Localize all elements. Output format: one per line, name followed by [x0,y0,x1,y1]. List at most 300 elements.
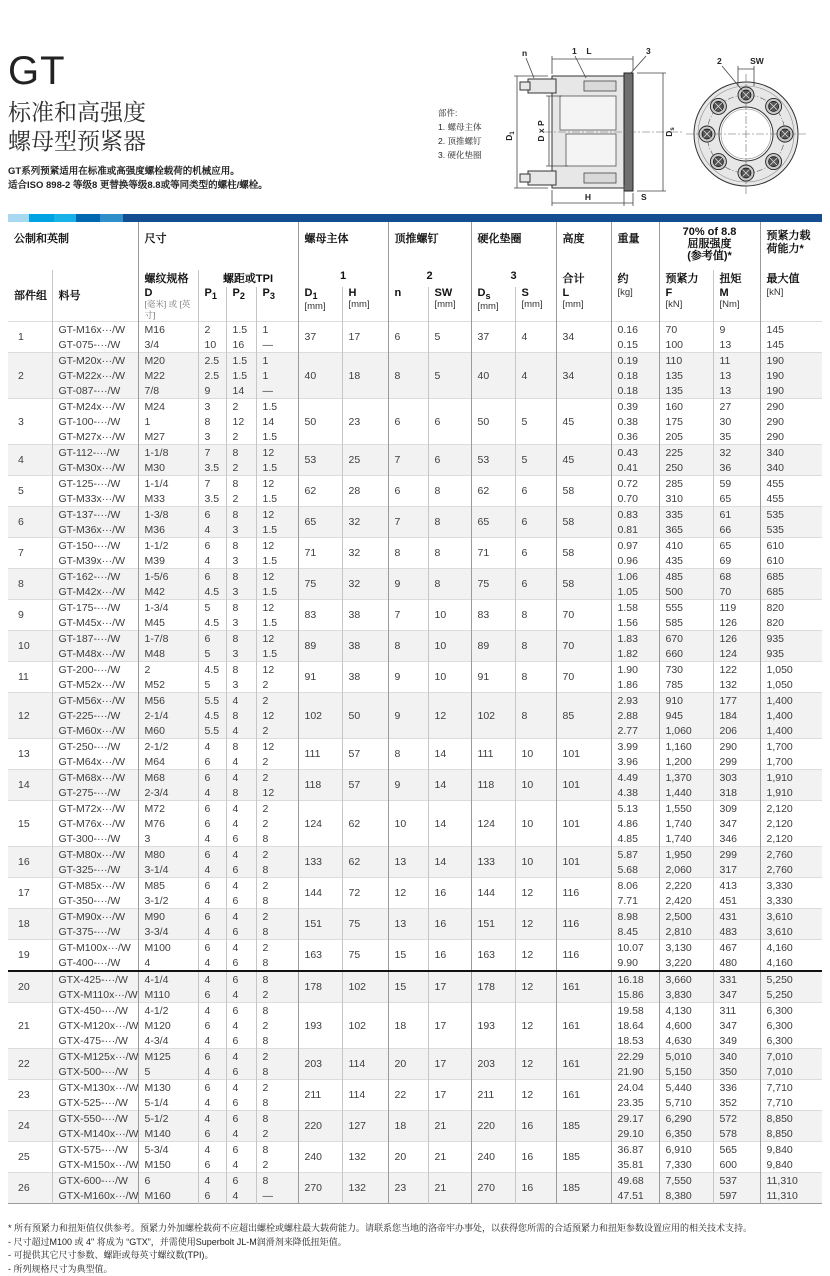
cell-thread-size: M20 [138,353,198,369]
cell-weight: 24.04 [611,1080,659,1096]
cell-part-number: GTX-425-···/W [52,971,138,987]
header-weight: 重量 [611,222,659,270]
header-preload: 预紧力 [659,270,713,287]
cell-l: 45 [556,445,611,476]
brand-bar-segment [8,214,29,222]
cell-part-group: 24 [8,1111,52,1142]
page-title: GT [8,49,66,93]
description [8,165,268,194]
header-max: 最大值 [760,270,822,287]
cell-thread-size: M85 [138,878,198,894]
cell-s: 6 [515,569,556,600]
cell-ds: 193 [471,1003,515,1049]
cell-s: 12 [515,1049,556,1080]
cell-part-group: 22 [8,1049,52,1080]
cell-part-number: GT-275-···/W [52,785,138,801]
table-row [8,1111,822,1127]
col-header-p3: $P_3$ [256,287,298,322]
cell-part-number: GT-M80x···/W [52,847,138,863]
cell-n: 18 [388,1111,428,1142]
cell-d1: 40 [298,353,342,399]
cell-preload-f: 660 [659,646,713,662]
cell-part-group: 4 [8,445,52,476]
cell-ds: 91 [471,662,515,693]
cell-p3: 1.5 [256,553,298,569]
cell-l: 101 [556,847,611,878]
cell-torque-m: 35 [713,429,760,445]
cell-part-group: 13 [8,739,52,770]
cell-d1: 178 [298,971,342,1003]
footnote-2: - 尺寸超过M100 或 4" 将成为 “GTX”，并需使用Superbolt JL-M润滑剂来降低扭矩值。 [8,1236,347,1247]
cell-p3: 2 [256,693,298,709]
cell-p3: 8 [256,1111,298,1127]
cell-p3: 1.5 [256,615,298,631]
cell-part-number: GTX-M120x···/W [52,1018,138,1033]
cell-weight: 36.87 [611,1142,659,1158]
cell-torque-m: 69 [713,553,760,569]
cell-n: 15 [388,971,428,1003]
cell-preload-f: 1,740 [659,816,713,831]
cell-p2: 14 [226,383,256,399]
cell-part-number: GT-400-···/W [52,955,138,971]
cell-torque-m: 480 [713,955,760,971]
cell-p1: 6 [198,631,226,647]
cell-h: 72 [342,878,388,909]
table-row [8,662,822,678]
cell-n: 6 [388,399,428,445]
cell-sw: 21 [428,1142,471,1173]
table-row [8,909,822,925]
cell-p3: 8 [256,924,298,940]
cell-part-number: GT-M68x···/W [52,770,138,786]
cell-part-group: 26 [8,1173,52,1204]
technical-drawing [434,38,824,210]
cell-weight: 1.86 [611,677,659,693]
cell-weight: 2.88 [611,708,659,723]
cell-n: 18 [388,1003,428,1049]
cell-max-load: 1,400 [760,693,822,709]
cell-max-load: 6,300 [760,1018,822,1033]
cell-weight: 1.90 [611,662,659,678]
header-torque: 扭矩 [713,270,760,287]
cell-torque-m: 184 [713,708,760,723]
cell-weight: 0.39 [611,399,659,415]
cell-torque-m: 349 [713,1033,760,1049]
cell-part-number: GT-M36x···/W [52,522,138,538]
cell-thread-size: 1 [138,414,198,429]
col-header-sw: SW [mm] [428,287,471,322]
cell-max-load: 290 [760,399,822,415]
cell-sw: 14 [428,801,471,847]
table-row [8,1080,822,1096]
cell-p2: 6 [226,1064,256,1080]
cell-ds: 50 [471,399,515,445]
cell-part-number: GT-137-···/W [52,507,138,523]
cell-preload-f: 670 [659,631,713,647]
col-header-part-no: 料号 [52,287,138,322]
cell-p3: 12 [256,662,298,678]
cell-weight: 23.35 [611,1095,659,1111]
cell-weight: 5.68 [611,862,659,878]
cell-part-group: 5 [8,476,52,507]
cell-thread-size: M110 [138,987,198,1003]
cell-sw: 10 [428,600,471,631]
footnote-3: - 可提供其它尺寸参数、螺距或每英寸螺纹数(TPI)。 [8,1250,214,1261]
cell-thread-size: M125 [138,1049,198,1065]
cell-torque-m: 299 [713,847,760,863]
cell-n: 9 [388,770,428,801]
cell-part-number: GT-375-···/W [52,924,138,940]
cell-ds: 220 [471,1111,515,1142]
cell-thread-size: M33 [138,491,198,507]
cell-p3: 1.5 [256,491,298,507]
cell-p1: 3 [198,399,226,415]
cell-s: 10 [515,770,556,801]
cell-p1: 7 [198,445,226,461]
cell-p2: 2 [226,399,256,415]
cell-p2: 4 [226,1049,256,1065]
cell-thread-size: 2-1/4 [138,708,198,723]
cell-ds: 65 [471,507,515,538]
header-dimensions: 尺寸 [138,222,298,270]
cell-max-load: 1,700 [760,754,822,770]
cell-sw: 6 [428,399,471,445]
cell-part-number: GT-M27x···/W [52,429,138,445]
part-label-1: 1 [572,46,577,56]
cell-p3: — [256,383,298,399]
header-height: 高度 [556,222,611,270]
cell-p1: 6 [198,507,226,523]
cell-preload-f: 6,290 [659,1111,713,1127]
cell-h: 62 [342,801,388,847]
cell-p2: 6 [226,831,256,847]
cell-p1: 4 [198,522,226,538]
cell-p1: 3 [198,429,226,445]
cell-p3: 1 [256,322,298,338]
cell-ds: 40 [471,353,515,399]
cell-d1: 133 [298,847,342,878]
cell-p3: 12 [256,600,298,616]
cell-ds: 124 [471,801,515,847]
cell-l: 161 [556,1049,611,1080]
cell-preload-f: 2,500 [659,909,713,925]
cell-l: 101 [556,770,611,801]
cell-part-number: GT-300-···/W [52,831,138,847]
cell-n: 7 [388,507,428,538]
cell-weight: 1.82 [611,646,659,662]
cell-h: 32 [342,569,388,600]
cell-preload-f: 4,130 [659,1003,713,1019]
cell-d1: 91 [298,662,342,693]
cell-max-load: 455 [760,491,822,507]
cell-d1: 111 [298,739,342,770]
cell-max-load: 535 [760,507,822,523]
cell-thread-size: 4-1/4 [138,971,198,987]
cell-max-load: 11,310 [760,1188,822,1204]
cell-p2: 6 [226,1142,256,1158]
header-washer: 硬化垫圈 [471,222,556,270]
cell-weight: 9.90 [611,955,659,971]
table-row [8,847,822,863]
cell-p2: 1.5 [226,368,256,383]
cell-thread-size: 5-1/4 [138,1095,198,1111]
cell-sw: 16 [428,940,471,972]
cell-p2: 6 [226,1003,256,1019]
cell-weight: 8.45 [611,924,659,940]
cell-p1: 2.5 [198,368,226,383]
cell-p1: 7 [198,476,226,492]
cell-l: 161 [556,971,611,1003]
cell-preload-f: 175 [659,414,713,429]
cell-p2: 8 [226,445,256,461]
cell-p2: 3 [226,522,256,538]
cell-part-group: 20 [8,971,52,1003]
cell-part-number: GT-M42x···/W [52,584,138,600]
cell-weight: 18.53 [611,1033,659,1049]
cell-torque-m: 340 [713,1049,760,1065]
cell-p3: 12 [256,739,298,755]
drawing-legend-item-2: 2. 顶推螺钉 [438,136,482,146]
cell-ds: 111 [471,739,515,770]
cell-p3: 12 [256,445,298,461]
table-row [8,1142,822,1158]
cell-p3: 8 [256,1064,298,1080]
cell-p2: 8 [226,538,256,554]
cell-weight: 0.97 [611,538,659,554]
cell-p3: 8 [256,1142,298,1158]
header-group-3: 3 [471,270,556,287]
cell-ds: 53 [471,445,515,476]
cell-d1: 83 [298,600,342,631]
cell-p3: 8 [256,971,298,987]
cell-torque-m: 68 [713,569,760,585]
cell-part-number: GT-350-···/W [52,893,138,909]
cell-sw: 10 [428,631,471,662]
cell-thread-size: M76 [138,816,198,831]
cell-ds: 151 [471,909,515,940]
cell-preload-f: 555 [659,600,713,616]
cell-h: 57 [342,770,388,801]
cell-weight: 0.72 [611,476,659,492]
cell-sw: 16 [428,878,471,909]
col-header-part-group: 部件组 [14,290,47,302]
cell-torque-m: 346 [713,831,760,847]
cell-p2: 3 [226,677,256,693]
cell-max-load: 3,610 [760,909,822,925]
cell-p1: 3.5 [198,491,226,507]
cell-max-load: 340 [760,445,822,461]
cell-n: 23 [388,1173,428,1204]
cell-part-group: 1 [8,322,52,353]
cell-n: 9 [388,693,428,739]
cell-s: 8 [515,631,556,662]
cell-p1: 4 [198,831,226,847]
cell-part-number: GT-M20x···/W [52,353,138,369]
cell-l: 185 [556,1173,611,1204]
cell-torque-m: 27 [713,399,760,415]
cell-preload-f: 1,060 [659,723,713,739]
cell-torque-m: 309 [713,801,760,817]
cell-preload-f: 785 [659,677,713,693]
header-spacer [8,270,52,287]
cell-torque-m: 299 [713,754,760,770]
cell-h: 32 [342,507,388,538]
cell-p3: 2 [256,770,298,786]
col-header-p1: $P_1$ [198,287,226,322]
cell-max-load: 7,010 [760,1064,822,1080]
cell-max-load: 1,910 [760,770,822,786]
cell-max-load: 1,400 [760,723,822,739]
table-row [8,801,822,817]
cell-part-number: GTX-M125x···/W [52,1049,138,1065]
brand-bar-segment [29,214,54,222]
cell-weight: 5.87 [611,847,659,863]
cell-ds: 163 [471,940,515,972]
cell-weight: 29.17 [611,1111,659,1127]
cell-p1: 4 [198,955,226,971]
cell-weight: 0.15 [611,337,659,353]
cell-max-load: 145 [760,337,822,353]
cell-torque-m: 347 [713,1018,760,1033]
cell-h: 114 [342,1080,388,1111]
cell-weight: 1.83 [611,631,659,647]
cell-thread-size: 4-1/2 [138,1003,198,1019]
cell-p1: 5 [198,646,226,662]
cell-p3: 2 [256,878,298,894]
cell-max-load: 685 [760,584,822,600]
table-row [8,600,822,616]
cell-thread-size: 3/4 [138,337,198,353]
cell-p1: 4.5 [198,662,226,678]
cell-l: 34 [556,353,611,399]
cell-p1: 6 [198,754,226,770]
cell-thread-size: M42 [138,584,198,600]
cell-s: 10 [515,801,556,847]
cell-preload-f: 1,200 [659,754,713,770]
col-header-ds: $D_s$ [mm] [471,287,515,322]
cell-weight: 8.98 [611,909,659,925]
cell-torque-m: 126 [713,631,760,647]
cell-torque-m: 9 [713,322,760,338]
cell-max-load: 1,700 [760,739,822,755]
cell-weight: 0.38 [611,414,659,429]
cell-ds: 118 [471,770,515,801]
cell-p3: 8 [256,1033,298,1049]
cell-thread-size: M130 [138,1080,198,1096]
cell-preload-f: 1,370 [659,770,713,786]
dim-label-H: H [584,192,592,202]
cell-sw: 21 [428,1111,471,1142]
cell-s: 12 [515,1080,556,1111]
cell-weight: 2.77 [611,723,659,739]
cell-preload-f: 225 [659,445,713,461]
table-row [8,353,822,369]
cell-p2: 2 [226,491,256,507]
cell-torque-m: 32 [713,445,760,461]
cell-p2: 6 [226,971,256,987]
table-row [8,1003,822,1019]
cell-s: 12 [515,940,556,972]
cell-thread-size: M72 [138,801,198,817]
cell-d1: 203 [298,1049,342,1080]
cell-s: 10 [515,847,556,878]
cell-p1: 6 [198,770,226,786]
cell-l: 161 [556,1003,611,1049]
cell-max-load: 1,910 [760,785,822,801]
cell-p1: 4 [198,739,226,755]
cell-p1: 4.5 [198,584,226,600]
cell-part-group: 12 [8,693,52,739]
cell-max-load: 535 [760,522,822,538]
cell-s: 12 [515,878,556,909]
cell-thread-size: M100 [138,940,198,956]
cell-max-load: 190 [760,353,822,369]
header-group-1: 1 [298,270,388,287]
cell-d1: 118 [298,770,342,801]
cell-h: 132 [342,1173,388,1204]
cell-part-number: GT-M22x···/W [52,368,138,383]
cell-torque-m: 311 [713,1003,760,1019]
cell-d1: 124 [298,801,342,847]
cell-s: 5 [515,399,556,445]
cell-torque-m: 317 [713,862,760,878]
cell-l: 101 [556,739,611,770]
cell-p3: 14 [256,414,298,429]
cell-p1: 4 [198,924,226,940]
cell-p3: 12 [256,538,298,554]
cell-l: 185 [556,1111,611,1142]
cell-n: 9 [388,662,428,693]
cell-preload-f: 485 [659,569,713,585]
cell-thread-size: 7/8 [138,383,198,399]
cell-p1: 4.5 [198,708,226,723]
cell-p2: 2 [226,429,256,445]
cell-sw: 6 [428,445,471,476]
cell-torque-m: 177 [713,693,760,709]
header-metric-imperial: 公制和英制 [14,233,69,245]
cell-part-number: GT-162-···/W [52,569,138,585]
cell-torque-m: 126 [713,615,760,631]
col-header-d: D [毫米] 或 [英寸] [138,287,198,322]
cell-part-number: GT-M33x···/W [52,491,138,507]
cell-weight: 4.38 [611,785,659,801]
cell-part-number: GTX-575-···/W [52,1142,138,1158]
cell-part-group: 19 [8,940,52,972]
cell-preload-f: 2,810 [659,924,713,940]
cell-p3: — [256,337,298,353]
cell-h: 23 [342,399,388,445]
cell-d1: 163 [298,940,342,972]
cell-part-group: 16 [8,847,52,878]
cell-preload-f: 8,380 [659,1188,713,1204]
cell-torque-m: 61 [713,507,760,523]
cell-ds: 203 [471,1049,515,1080]
cell-s: 6 [515,476,556,507]
cell-thread-size: M48 [138,646,198,662]
cell-l: 58 [556,538,611,569]
cell-l: 101 [556,801,611,847]
part-label-3: 3 [646,46,651,56]
cell-p2: 6 [226,1033,256,1049]
cell-part-number: GT-M60x···/W [52,723,138,739]
header-group-2: 2 [388,270,471,287]
cell-part-number: GT-M64x···/W [52,754,138,770]
cell-max-load: 610 [760,538,822,554]
cell-p3: 12 [256,507,298,523]
cell-p2: 4 [226,1126,256,1142]
cell-p1: 8 [198,414,226,429]
header-pitch-tpi: 螺距或TPI [198,270,298,287]
